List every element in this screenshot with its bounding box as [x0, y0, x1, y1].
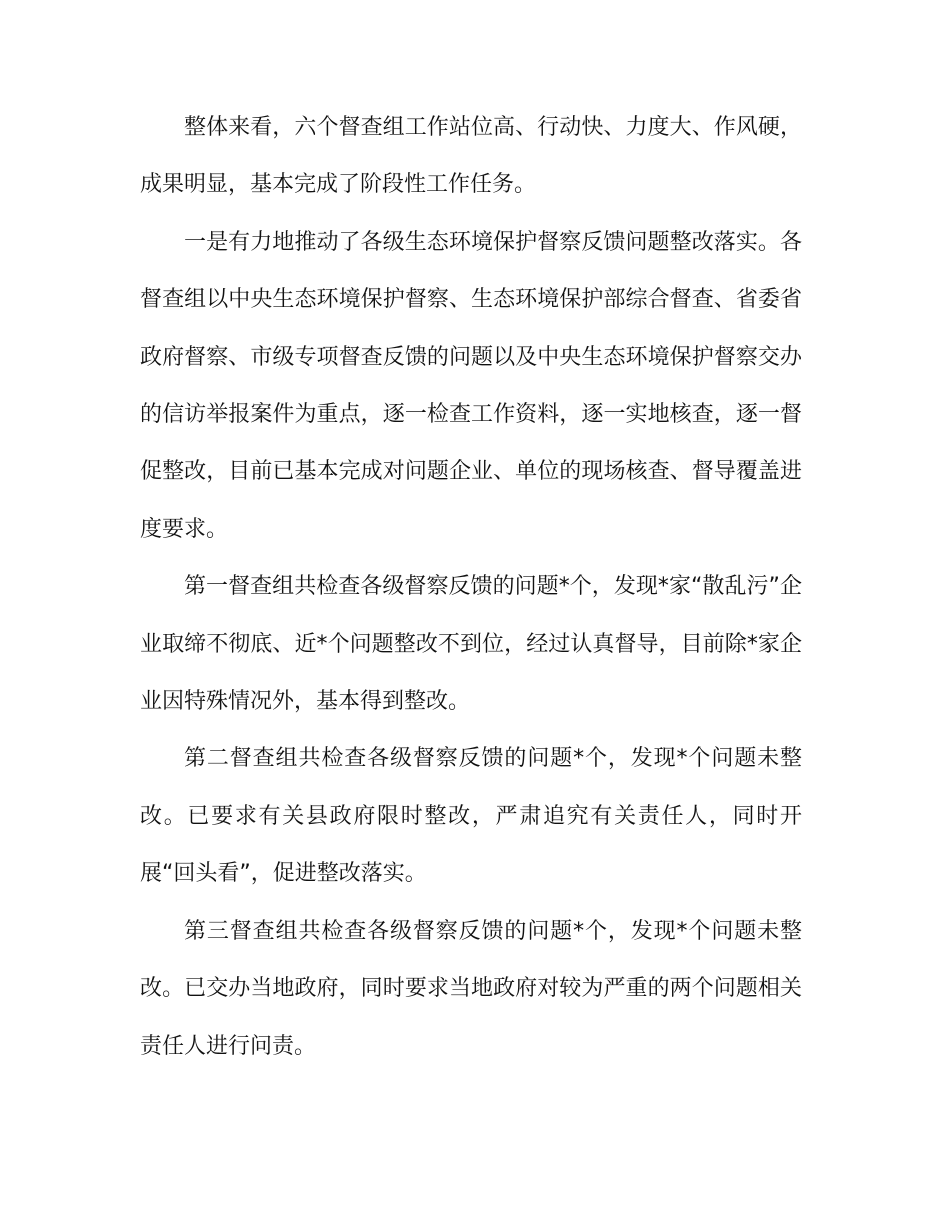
paragraph-group-one: 第一督查组共检查各级督察反馈的问题*个，发现*家“散乱污”企业取缔不彻底、近*个问题整改不到位，经过认真督导，目前除*家企业因特殊情况外，基本得到整改。	[140, 574, 803, 715]
document-body	[140, 99, 802, 1075]
paragraph-point-one: 一是有力地推动了各级生态环境保护督察反馈问题整改落实。各督查组以中央生态环境保护督察、生态环境保护部综合督查、省委省政府督察、市级专项督查反馈的问题以及中央生态环境保护督察交办的信访举报案件为重点，逐一检查工作资料，逐一实地核查，逐一督促整改，目前已基本完成对问题企业、单位的现场核查、督导覆盖进度要求。	[140, 229, 802, 542]
paragraph-group-three: 第三督查组共检查各级督察反馈的问题*个，发现*个问题未整改。已交办当地政府，同时要求当地政府对较为严重的两个问题相关责任人进行问责。	[140, 918, 802, 1059]
paragraph-summary: 整体来看，六个督查组工作站位高、行动快、力度大、作风硬，成果明显，基本完成了阶段性工作任务。	[140, 115, 802, 198]
paragraph-group-two: 第二督查组共检查各级督察反馈的问题*个，发现*个问题未整改。已要求有关县政府限时整改，严肃追究有关责任人，同时开展“回头看”，促进整改落实。	[140, 746, 802, 887]
